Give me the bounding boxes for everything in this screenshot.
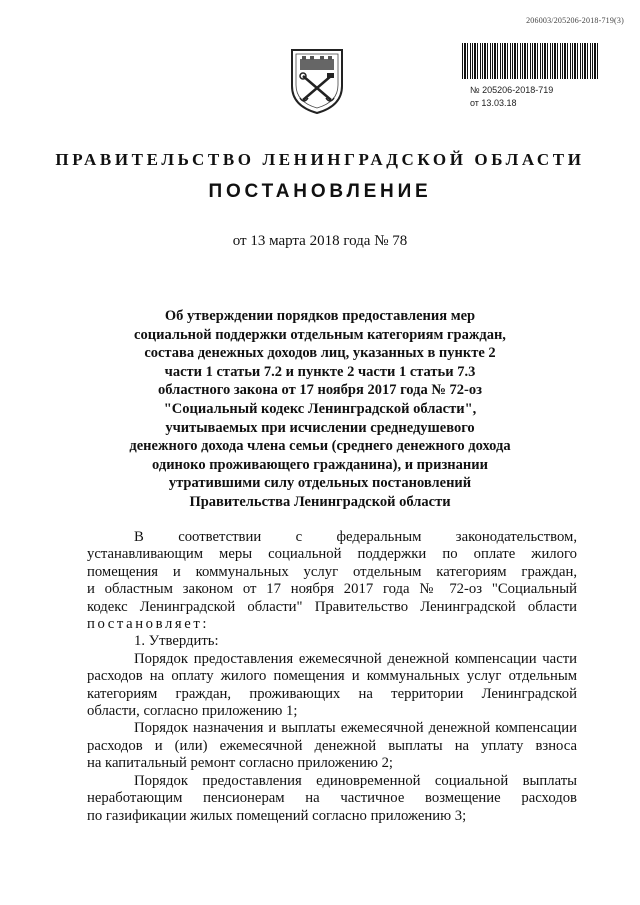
leningrad-oblast-emblem-icon — [288, 46, 346, 116]
title-line: учитываемых при исчислении среднедушевого — [165, 419, 475, 436]
barcode-icon — [462, 43, 600, 79]
body-line: Порядок предоставления ежемесячной денежной компенсации части — [134, 650, 577, 667]
body-line: Порядок предоставления единовременной социальной выплаты — [134, 772, 577, 789]
body-line: Порядок назначения и выплаты ежемесячной денежной компенсации — [134, 720, 577, 737]
title-line: социальной поддержки отдельным категориям граждан, — [134, 326, 506, 343]
body-line-resolves: постановляет: — [87, 616, 210, 633]
government-heading: ПРАВИТЕЛЬСТВО ЛЕНИНГРАДСКОЙ ОБЛАСТИ — [55, 150, 585, 169]
document-body — [87, 529, 577, 825]
stamp-number: № 205206-2018-719 — [470, 85, 554, 95]
body-line: В соответствии с федеральным законодательством, — [134, 529, 577, 545]
body-line: устанавливающим меры социальной поддержки по оплате жилого — [87, 546, 577, 563]
title-line: "Социальный кодекс Ленинградской области", — [163, 400, 477, 417]
title-line: утратившими силу отдельных постановлений — [168, 475, 472, 492]
document-type-heading: ПОСТАНОВЛЕНИЕ — [208, 181, 432, 202]
document-date-line: от 13 марта 2018 года № 78 — [232, 233, 408, 249]
title-line: одиноко проживающего гражданина), и признании — [152, 456, 488, 473]
registration-stamp — [470, 84, 553, 110]
title-line: Правительства Ленинградской области — [189, 493, 451, 510]
body-line: по газификации жилых помещений согласно приложению 3; — [87, 807, 467, 824]
body-line: расходов на оплату жилого помещения и коммунальных услуг отдельным — [87, 668, 577, 685]
body-line: категориям граждан, проживающих на территории Ленинградской — [87, 685, 577, 702]
stamp-date: от 13.03.18 — [470, 98, 517, 108]
title-line: части 1 статьи 7.2 и пункте 2 части 1 статьи 7.3 — [164, 363, 476, 380]
body-line: на капитальный ремонт согласно приложению 2; — [87, 755, 394, 772]
body-line: и областным законом от 17 ноября 2017 года № 72-оз "Социальный — [87, 581, 577, 598]
title-line: областного закона от 17 ноября 2017 года № 72-оз — [158, 382, 482, 399]
document-reference-number: 206003/205206-2018-719(3) — [526, 16, 624, 25]
body-line: помещения и коммунальных услуг отдельным категориям граждан, — [87, 563, 577, 580]
body-line: неработающим пенсионерам на частичное возмещение расходов — [87, 790, 577, 807]
title-line: состава денежных доходов лиц, указанных в пункте 2 — [144, 345, 496, 362]
body-line: расходов и (или) ежемесячной денежной выплаты на уплату взноса — [87, 737, 577, 754]
body-line: 1. Утвердить: — [134, 633, 219, 650]
title-line: денежного дохода члена семьи (среднего денежного дохода — [129, 438, 511, 455]
title-line: Об утверждении порядков предоставления мер — [164, 308, 476, 324]
body-line: кодекс Ленинградской области" Правительство Ленинградской области — [87, 598, 577, 615]
document-title — [100, 307, 540, 512]
body-line: области, согласно приложению 1; — [87, 703, 298, 720]
